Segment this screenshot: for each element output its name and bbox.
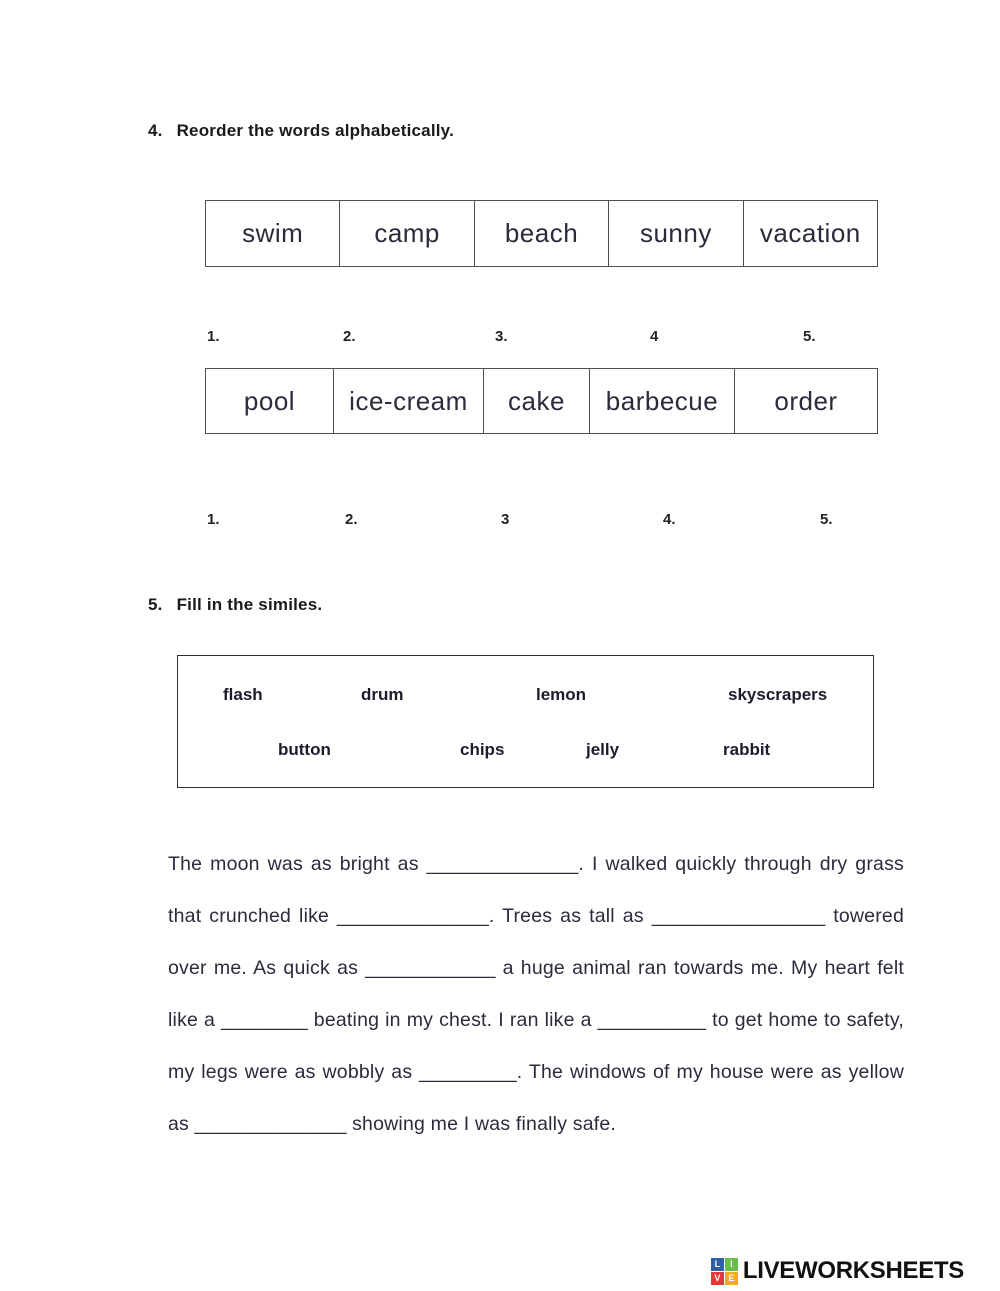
answer-row-2 [0, 511, 1000, 535]
question-5-heading [148, 595, 322, 615]
answer-label-text: 1. [207, 511, 220, 528]
simile-blank[interactable]: ________________ [651, 905, 826, 927]
paragraph-text: to get home to safety, my legs were as wobbly as [168, 1009, 904, 1083]
word-cell: pool [243, 385, 296, 416]
similes-paragraph [168, 838, 904, 1150]
word-cell: ice-cream [333, 369, 483, 433]
paragraph-text: showing me I was finally safe. [346, 1113, 617, 1135]
question-4-number: 4. [148, 121, 163, 140]
simile-blank[interactable]: ____________ [365, 957, 496, 979]
paragraph-text: towered over me. As quick as [168, 905, 904, 979]
liveworksheets-wordmark: LIVEWORKSHEETS [742, 1257, 964, 1284]
liveworksheets-logo-icon [711, 1258, 738, 1285]
paragraph-text: . Trees as tall as [488, 905, 652, 927]
answer-label-text: 2. [343, 328, 356, 345]
answer-input[interactable] [364, 328, 442, 346]
answer-input[interactable] [841, 511, 919, 529]
logo-tile: L [711, 1258, 724, 1271]
answer-label-text: 1. [207, 328, 220, 345]
answer-input[interactable] [228, 328, 306, 346]
answer-label-text: 3 [501, 511, 510, 528]
answer-label [820, 511, 919, 529]
word-cell: sunny [608, 201, 742, 266]
word-table-2 [205, 368, 878, 434]
word-cell: barbecue [589, 369, 734, 433]
answer-input[interactable] [824, 328, 902, 346]
answer-label-text: 3. [495, 328, 508, 345]
bank-word: chips [460, 740, 505, 759]
answer-label [345, 511, 444, 529]
bank-word: lemon [536, 685, 587, 704]
bank-word: button [278, 740, 331, 759]
answer-input[interactable] [228, 511, 306, 529]
simile-blank[interactable]: __________ [597, 1009, 707, 1031]
paragraph-text: a huge animal ran towards me. My heart felt like a [168, 957, 905, 1031]
word-cell: order [734, 369, 877, 433]
simile-blank[interactable]: ______________ [337, 905, 489, 927]
question-4-title: Reorder the words alphabetically. [176, 121, 454, 140]
answer-label [803, 328, 902, 346]
answer-input[interactable] [684, 511, 762, 529]
question-5-number: 5. [148, 595, 163, 614]
word-cell: camp [339, 201, 473, 266]
logo-tile: I [725, 1258, 738, 1271]
simile-blank[interactable]: _________ [419, 1061, 517, 1083]
answer-label [663, 511, 762, 529]
word-cell: vacation [743, 201, 877, 266]
logo-tile: E [725, 1272, 738, 1285]
simile-blank[interactable]: ______________ [426, 853, 579, 875]
answer-input[interactable] [666, 328, 744, 346]
word-cell: cake [483, 369, 589, 433]
paragraph-text: . The windows of my house were as yellow as [168, 1061, 904, 1135]
question-5-title: Fill in the similes. [176, 595, 323, 614]
answer-input[interactable] [516, 328, 594, 346]
bank-word: rabbit [723, 740, 771, 759]
simile-blank[interactable]: ______________ [194, 1113, 347, 1135]
logo-tile: V [711, 1272, 724, 1285]
answer-label-text: 5. [803, 328, 816, 345]
paragraph-text: The moon was as bright as [168, 853, 427, 875]
bank-word: drum [361, 685, 404, 704]
answer-label [207, 511, 306, 529]
answer-label [343, 328, 442, 346]
answer-input[interactable] [366, 511, 444, 529]
bank-word: jelly [586, 740, 620, 759]
word-table-1 [205, 200, 878, 267]
bank-word: flash [223, 685, 263, 704]
bank-word: skyscrapers [728, 685, 828, 704]
word-cell: beach [474, 201, 608, 266]
paragraph-text: . I walked quickly through dry grass that crunched like [168, 853, 904, 927]
answer-label [501, 511, 595, 529]
question-4-heading [148, 121, 454, 141]
word-bank-box [177, 655, 874, 788]
answer-label-text: 4. [663, 511, 676, 528]
word-cell: swim [242, 218, 304, 248]
answer-label [207, 328, 306, 346]
answer-row-1 [0, 328, 1000, 352]
footer [711, 1257, 964, 1285]
answer-label-text: 4 [650, 328, 659, 345]
answer-input[interactable] [517, 511, 595, 529]
simile-blank[interactable]: ________ [221, 1009, 308, 1031]
answer-label [495, 328, 594, 346]
answer-label [650, 328, 744, 346]
answer-label-text: 5. [820, 511, 833, 528]
answer-label-text: 2. [345, 511, 358, 528]
paragraph-text: beating in my chest. I ran like a [307, 1009, 598, 1031]
